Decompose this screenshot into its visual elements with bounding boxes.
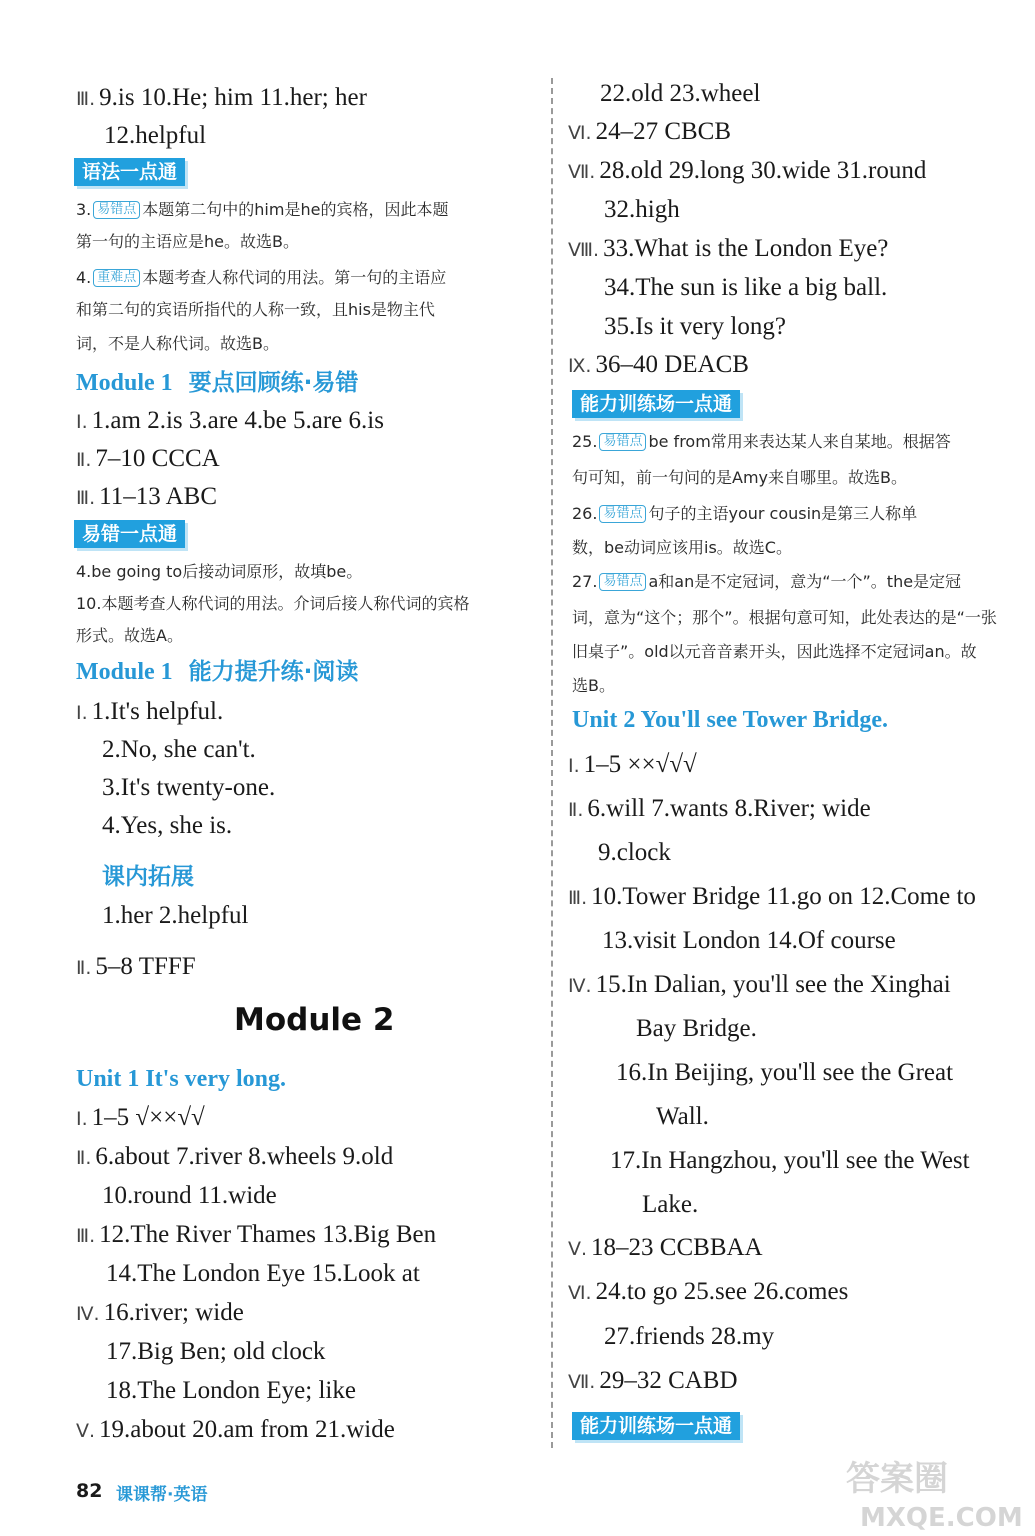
answer-line bbox=[76, 405, 384, 438]
answer-text: 10.round 11.wide bbox=[102, 1182, 277, 1209]
answer-line bbox=[604, 272, 887, 304]
explanation-line bbox=[572, 536, 792, 560]
answer-text: 24.to go 25.see 26.comes bbox=[595, 1278, 849, 1305]
answer-text: 16.river; wide bbox=[103, 1299, 244, 1326]
answer-text: 28.old 29.long 30.wide 31.round bbox=[599, 157, 927, 184]
explanation-text: 本题考查人称代词的用法。第一句的主语应 bbox=[142, 268, 447, 287]
section-numeral: Ⅷ. bbox=[568, 239, 600, 261]
answer-text: 1–5 ××√√√ bbox=[583, 751, 697, 778]
answer-text: 36–40 DEACB bbox=[595, 351, 749, 378]
explanation-line bbox=[76, 198, 448, 222]
answer-text: 17.In Hangzhou, you'll see the West bbox=[610, 1147, 970, 1174]
answer-line bbox=[642, 1189, 698, 1221]
section-numeral: Ⅲ. bbox=[76, 88, 96, 110]
explanation-line bbox=[572, 640, 977, 664]
explanation-number: 26. bbox=[572, 504, 598, 523]
section-numeral: Ⅲ. bbox=[76, 487, 96, 509]
answer-line bbox=[76, 481, 217, 514]
section-numeral: Ⅰ. bbox=[76, 702, 88, 724]
answer-line bbox=[106, 1336, 325, 1368]
explanation-line bbox=[76, 560, 362, 584]
explanation-text: 词，不是人称代词。故选B。 bbox=[76, 334, 279, 353]
section-band: 能力训练场一点通 bbox=[572, 1412, 740, 1440]
answer-line bbox=[656, 1101, 709, 1133]
section-numeral: Ⅱ. bbox=[76, 1147, 92, 1169]
answer-line bbox=[568, 1365, 738, 1398]
answer-line bbox=[76, 1297, 244, 1330]
section-numeral: Ⅴ. bbox=[568, 1238, 588, 1260]
explanation-text: 和第二句的宾语所指代的人称一致，且his是物主代 bbox=[76, 300, 435, 319]
heading-en: Module 1 bbox=[76, 370, 173, 396]
explanation-number: 27. bbox=[572, 572, 598, 591]
answer-line bbox=[600, 78, 760, 110]
heading-en: Unit 2 You'll see Tower Bridge. bbox=[572, 707, 889, 733]
answer-text: 17.Big Ben; old clock bbox=[106, 1338, 326, 1365]
watermark-line1: 答案圈 bbox=[846, 1459, 948, 1499]
answer-text: 12.helpful bbox=[104, 122, 207, 149]
answer-text: 9.clock bbox=[598, 839, 671, 866]
section-numeral: Ⅱ. bbox=[76, 449, 92, 471]
heading-en: Unit 1 It's very long. bbox=[76, 1066, 286, 1092]
answer-line bbox=[604, 311, 786, 343]
explanation-number: 3. bbox=[76, 200, 92, 219]
section-band: 语法一点通 bbox=[74, 158, 185, 186]
answer-text: 10.Tower Bridge 11.go on 12.Come to bbox=[591, 883, 976, 910]
explanation-text: 第一句的主语应是he。故选B。 bbox=[76, 232, 299, 251]
answer-line bbox=[76, 696, 223, 729]
answer-line bbox=[102, 772, 275, 804]
answer-text: 3.It's twenty-one. bbox=[102, 774, 276, 801]
answer-text: 29–32 CABD bbox=[599, 1367, 738, 1394]
explanation-line bbox=[572, 674, 615, 698]
explanation-line bbox=[572, 502, 917, 526]
explanation-line bbox=[76, 624, 183, 648]
explanation-line bbox=[572, 466, 907, 490]
section-numeral: Ⅰ. bbox=[568, 755, 580, 777]
explanation-text: 本题第二句中的him是he的宾格，因此本题 bbox=[142, 200, 449, 219]
hint-tag: 易错点 bbox=[599, 433, 646, 451]
section-numeral: Ⅵ. bbox=[568, 122, 592, 144]
section-numeral: Ⅲ. bbox=[76, 1225, 96, 1247]
answer-text: 24–27 CBCB bbox=[595, 118, 732, 145]
answer-line bbox=[568, 233, 888, 266]
answer-line bbox=[76, 1141, 393, 1174]
answer-text: 14.The London Eye 15.Look at bbox=[106, 1260, 420, 1287]
answer-text: 6.will 7.wants 8.River; wide bbox=[587, 795, 871, 822]
explanation-text: 词，意为“这个；那个”。根据句意可知，此处表达的是“一张 bbox=[572, 608, 997, 627]
section-numeral: Ⅳ. bbox=[76, 1303, 100, 1325]
answer-text: 18.The London Eye; like bbox=[106, 1377, 356, 1404]
explanation-line bbox=[76, 266, 446, 290]
answer-line bbox=[636, 1013, 757, 1045]
heading-cn: 要点回顾练·易错 bbox=[188, 370, 359, 396]
answer-line bbox=[568, 969, 951, 1002]
section-numeral: Ⅱ. bbox=[76, 957, 92, 979]
explanation-text: be from常用来表达某人来自某地。根据答 bbox=[648, 432, 951, 451]
answer-line bbox=[76, 951, 196, 984]
answer-text: 5–8 TFFF bbox=[95, 953, 196, 980]
answer-text: Wall. bbox=[656, 1103, 709, 1130]
answer-text: 1.am 2.is 3.are 4.be 5.are 6.is bbox=[91, 407, 384, 434]
answer-line bbox=[568, 881, 976, 914]
answer-line bbox=[568, 749, 697, 782]
answer-line bbox=[568, 155, 926, 188]
explanation-line bbox=[76, 592, 469, 616]
page-number: 82 bbox=[76, 1480, 103, 1502]
answer-line bbox=[102, 810, 232, 842]
answer-text: 35.Is it very long? bbox=[604, 313, 786, 340]
heading-cn: 能力提升练·阅读 bbox=[188, 659, 359, 685]
answer-text: 2.No, she can't. bbox=[102, 736, 256, 763]
answer-line bbox=[568, 349, 749, 382]
answer-line bbox=[76, 1219, 436, 1252]
answer-text: Bay Bridge. bbox=[636, 1015, 757, 1042]
answer-line bbox=[610, 1145, 970, 1177]
section-numeral: Ⅸ. bbox=[568, 355, 592, 377]
section-numeral: Ⅶ. bbox=[568, 1371, 596, 1393]
section-numeral: Ⅴ. bbox=[76, 1420, 96, 1442]
answer-text: 15.In Dalian, you'll see the Xinghai bbox=[595, 971, 951, 998]
explanation-number: 4. bbox=[76, 268, 92, 287]
answer-text: 1–5 √××√√ bbox=[91, 1104, 205, 1131]
explanation-line bbox=[572, 570, 961, 594]
section-heading bbox=[572, 704, 904, 736]
answer-line bbox=[568, 1276, 848, 1309]
section-heading bbox=[102, 861, 194, 893]
answer-line bbox=[568, 793, 871, 826]
answer-line bbox=[76, 443, 220, 476]
answer-line bbox=[102, 1180, 277, 1212]
hint-tag: 易错点 bbox=[599, 505, 646, 523]
answer-text: 22.old 23.wheel bbox=[600, 80, 761, 107]
answer-line bbox=[106, 1375, 356, 1407]
section-numeral: Ⅱ. bbox=[568, 799, 584, 821]
heading-cn: 课内拓展 bbox=[102, 864, 194, 890]
answer-text: 33.What is the London Eye? bbox=[603, 235, 889, 262]
hint-tag: 易错点 bbox=[599, 573, 646, 591]
answer-text: 1.her 2.helpful bbox=[102, 902, 249, 929]
explanation-text: 数，be动词应该用is。故选C。 bbox=[572, 538, 792, 557]
watermark-logo bbox=[840, 1450, 1030, 1532]
answer-text: 7–10 CCCA bbox=[95, 445, 220, 472]
answer-text: 11–13 ABC bbox=[99, 483, 217, 510]
answer-text: 18–23 CCBBAA bbox=[591, 1234, 763, 1261]
answer-line bbox=[604, 194, 680, 226]
module-title: Module 2 bbox=[234, 1002, 395, 1038]
section-numeral: Ⅳ. bbox=[568, 975, 592, 997]
answer-line bbox=[616, 1057, 953, 1089]
section-numeral: Ⅰ. bbox=[76, 411, 88, 433]
explanation-line bbox=[76, 230, 299, 254]
answer-text: 27.friends 28.my bbox=[604, 1323, 775, 1350]
answer-line bbox=[604, 1321, 774, 1353]
section-heading bbox=[76, 1063, 302, 1095]
answer-text: 13.visit London 14.Of course bbox=[602, 927, 896, 954]
section-heading bbox=[76, 656, 358, 688]
hint-tag: 易错点 bbox=[93, 201, 140, 219]
explanation-line bbox=[76, 298, 435, 322]
answer-line bbox=[76, 82, 367, 115]
answer-text: 6.about 7.river 8.wheels 9.old bbox=[95, 1143, 394, 1170]
explanation-number: 25. bbox=[572, 432, 598, 451]
hint-tag: 重难点 bbox=[93, 269, 140, 287]
section-numeral: Ⅶ. bbox=[568, 161, 596, 183]
section-heading bbox=[76, 367, 358, 399]
section-numeral: Ⅵ. bbox=[568, 1282, 592, 1304]
answer-line bbox=[602, 925, 896, 957]
answer-text: 12.The River Thames 13.Big Ben bbox=[99, 1221, 437, 1248]
explanation-text: a和an是不定冠词，意为“一个”。the是定冠 bbox=[648, 572, 962, 591]
answer-line bbox=[76, 1102, 205, 1135]
answer-text: 9.is 10.He; him 11.her; her bbox=[99, 84, 367, 111]
explanation-text: 10.本题考查人称代词的用法。介词后接人称代词的宾格 bbox=[76, 594, 470, 613]
answer-line bbox=[568, 116, 731, 149]
answer-text: 1.It's helpful. bbox=[91, 698, 224, 725]
explanation-text: 句子的主语your cousin是第三人称单 bbox=[648, 504, 918, 523]
answer-line bbox=[76, 1414, 395, 1447]
answer-text: 16.In Beijing, you'll see the Great bbox=[616, 1059, 954, 1086]
explanation-text: 4.be going to后接动词原形，故填be。 bbox=[76, 562, 363, 581]
answer-text: 19.about 20.am from 21.wide bbox=[99, 1416, 395, 1443]
answer-line bbox=[102, 900, 248, 932]
answer-text: 4.Yes, she is. bbox=[102, 812, 233, 839]
section-numeral: Ⅰ. bbox=[76, 1108, 88, 1130]
footer-brand: 课课帮·英语 bbox=[116, 1485, 208, 1505]
answer-line bbox=[598, 837, 671, 869]
answer-text: 32.high bbox=[604, 196, 680, 223]
answer-line bbox=[104, 120, 206, 152]
heading-en: Module 1 bbox=[76, 659, 173, 685]
watermark-line2: MXQE.COM bbox=[860, 1503, 1023, 1532]
explanation-text: 旧桌子”。old以元音音素开头，因此选择不定冠词an。故 bbox=[572, 642, 977, 661]
explanation-line bbox=[572, 430, 951, 454]
explanation-text: 句可知，前一句问的是Amy来自哪里。故选B。 bbox=[572, 468, 907, 487]
section-band: 能力训练场一点通 bbox=[572, 390, 740, 418]
explanation-line bbox=[572, 606, 997, 630]
column-divider bbox=[551, 78, 553, 1448]
section-band: 易错一点通 bbox=[74, 520, 185, 548]
section-numeral: Ⅲ. bbox=[568, 887, 588, 909]
explanation-line bbox=[76, 332, 279, 356]
explanation-text: 选B。 bbox=[572, 676, 615, 695]
explanation-text: 形式。故选A。 bbox=[76, 626, 183, 645]
answer-text: 34.The sun is like a big ball. bbox=[604, 274, 888, 301]
answer-line bbox=[568, 1232, 763, 1265]
answer-line bbox=[102, 734, 256, 766]
answer-line bbox=[106, 1258, 420, 1290]
answer-text: Lake. bbox=[642, 1191, 699, 1218]
